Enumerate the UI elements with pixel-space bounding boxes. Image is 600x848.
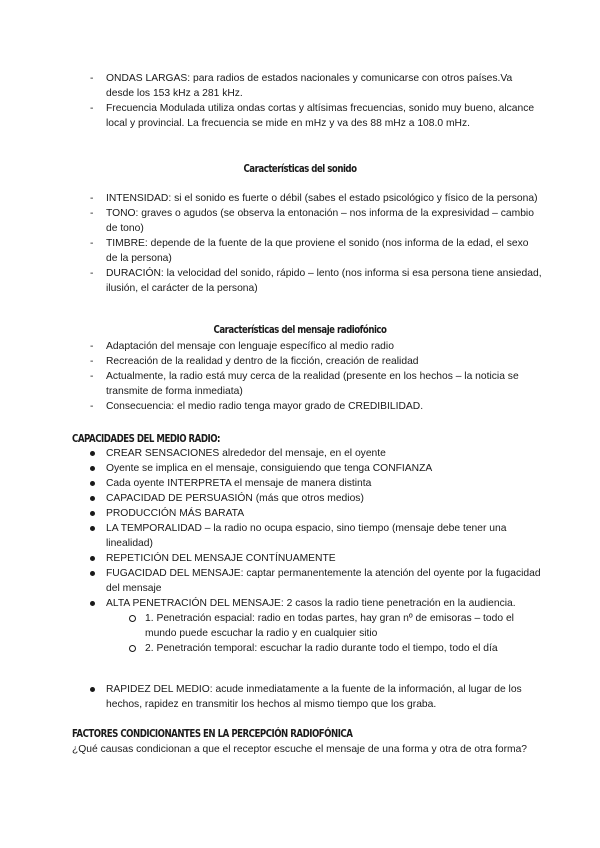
capacidades-list xyxy=(72,446,542,656)
list-item xyxy=(72,521,542,551)
bullet-icon xyxy=(90,511,95,516)
factores-question: ¿Qué causas condicionan a que el receptor escuche el mensaje de una forma y otra de otra forma? xyxy=(72,744,528,755)
list-item-text: Cada oyente INTERPRETA el mensaje de manera distinta xyxy=(106,478,372,489)
dash-marker: - xyxy=(90,73,94,84)
dash-marker: - xyxy=(90,193,94,204)
bullet-icon xyxy=(90,556,95,561)
list-item-text: FUGACIDAD DEL MENSAJE: captar permanentemente la atención del oyente por la fugacidad del mensaje xyxy=(106,568,541,594)
list-item-text: Recreación de la realidad y dentro de la ficción, creación de realidad xyxy=(106,356,419,367)
bullet-icon xyxy=(90,601,95,606)
bullet-icon xyxy=(90,451,95,456)
section-heading-sonido: Características del sonido xyxy=(243,163,357,175)
list-item xyxy=(72,369,542,399)
list-item-text: RAPIDEZ DEL MEDIO: acude inmediatamente a la fuente de la información, al lugar de los hechos, rapidez en transmitir los hechos al mismo tiempo que los graba. xyxy=(106,684,522,710)
list-item xyxy=(72,476,542,491)
list-item-text: TIMBRE: depende de la fuente de la que proviene el sonido (nos informa de la edad, el sexo de la persona) xyxy=(106,238,529,264)
section-heading-factores: FACTORES CONDICIONANTES EN LA PERCEPCIÓN RADIOFÓNICA xyxy=(72,728,353,740)
list-item xyxy=(72,339,542,354)
list-item-text: Adaptación del mensaje con lenguaje específico al medio radio xyxy=(106,341,394,352)
list-item xyxy=(72,551,542,566)
list-item xyxy=(72,206,542,236)
list-item-text: Consecuencia: el medio radio tenga mayor grado de CREDIBILIDAD. xyxy=(106,401,424,412)
list-item-text: CREAR SENSACIONES alrededor del mensaje, en el oyente xyxy=(106,448,386,459)
list-item-text: TONO: graves o agudos (se observa la entonación – nos informa de la expresividad – cambio de tono) xyxy=(106,208,534,234)
list-item-text: PRODUCCIÓN MÁS BARATA xyxy=(106,508,245,519)
list-item xyxy=(72,191,542,206)
bullet-icon xyxy=(90,571,95,576)
dash-marker: - xyxy=(90,356,94,367)
list-item xyxy=(72,71,542,101)
list-item xyxy=(72,566,542,596)
list-item xyxy=(72,399,542,414)
list-item xyxy=(72,461,542,476)
list-item xyxy=(72,101,542,131)
list-item xyxy=(72,491,542,506)
list-item-text: DURACIÓN: la velocidad del sonido, rápido – lento (nos informa si esa persona tiene ansiedad, ilusión, el carácter de la persona) xyxy=(106,268,542,294)
list-item-text: ALTA PENETRACIÓN DEL MENSAJE: 2 casos la radio tiene penetración en la audiencia. xyxy=(106,598,516,609)
dash-marker: - xyxy=(90,401,94,412)
list-item-text: INTENSIDAD: si el sonido es fuerte o débil (sabes el estado psicológico y físico de la persona) xyxy=(106,193,538,204)
dash-marker: - xyxy=(90,208,94,219)
sub-list-item xyxy=(72,611,542,641)
list-item-text: LA TEMPORALIDAD – la radio no ocupa espacio, sino tiempo (mensaje debe tener una linealidad) xyxy=(106,523,507,549)
dash-marker: - xyxy=(90,371,94,382)
list-item xyxy=(72,506,542,521)
sub-list-item-text: 2. Penetración temporal: escuchar la radio durante todo el tiempo, todo el día xyxy=(145,643,498,654)
dash-marker: - xyxy=(90,268,94,279)
bullet-icon xyxy=(90,526,95,531)
capacidades-last-list xyxy=(72,682,542,712)
list-item-text: CAPACIDAD DE PERSUASIÓN (más que otros medios) xyxy=(106,493,364,504)
section-heading-mensaje: Características del mensaje radiofónico xyxy=(213,324,387,336)
list-item-text: ONDAS LARGAS: para radios de estados nacionales y comunicarse con otros países.Va desde los 153 kHz a 281 kHz. xyxy=(106,73,513,99)
bullet-icon xyxy=(90,466,95,471)
list-item-text: REPETICIÓN DEL MENSAJE CONTÍNUAMENTE xyxy=(106,553,336,564)
sub-list-item xyxy=(72,641,542,656)
hollow-bullet-icon xyxy=(129,615,136,622)
list-item xyxy=(72,446,542,461)
list-item-text: Oyente se implica en el mensaje, consiguiendo que tenga CONFIANZA xyxy=(106,463,433,474)
list-item-text: Actualmente, la radio está muy cerca de la realidad (presente en los hechos – la noticia se transmite de forma inmediata) xyxy=(106,371,519,397)
mensaje-list xyxy=(72,339,542,414)
hollow-bullet-icon xyxy=(129,645,136,652)
section-heading-capacidades: CAPACIDADES DEL MEDIO RADIO: xyxy=(72,433,220,445)
list-item xyxy=(72,236,542,266)
list-item xyxy=(72,596,542,611)
dash-marker: - xyxy=(90,238,94,249)
dash-marker: - xyxy=(90,103,94,114)
intro-list xyxy=(72,71,542,131)
sonido-list xyxy=(72,191,542,296)
list-item-text: Frecuencia Modulada utiliza ondas cortas y altísimas frecuencias, sonido muy bueno, alcance local y provincial. La frecuencia se mide en mHz y va des 88 mHz a 108.0 mHz. xyxy=(106,103,535,129)
list-item xyxy=(72,354,542,369)
bullet-icon xyxy=(90,481,95,486)
sub-list-item-text: 1. Penetración espacial: radio en todas partes, hay gran nº de emisoras – todo el mundo puede escuchar la radio y en cualquier sitio xyxy=(145,613,514,639)
list-item xyxy=(72,682,542,712)
dash-marker: - xyxy=(90,341,94,352)
bullet-icon xyxy=(90,687,95,692)
bullet-icon xyxy=(90,496,95,501)
list-item xyxy=(72,266,542,296)
